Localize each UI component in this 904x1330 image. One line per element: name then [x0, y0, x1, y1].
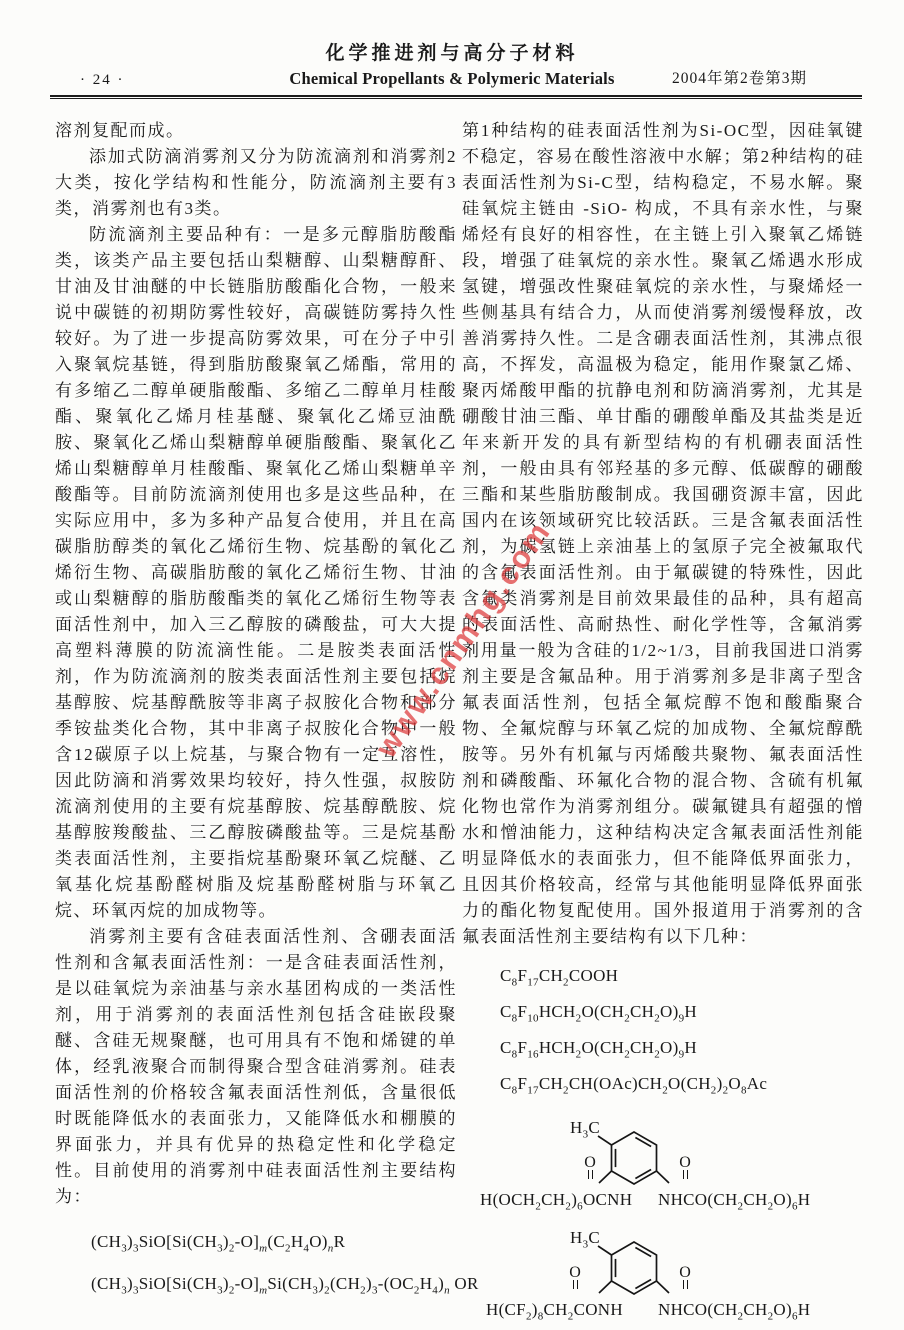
- benzene-ring-diagram: [590, 1128, 680, 1190]
- right-column: [462, 118, 864, 1330]
- chem-formula-fluoro-2: $C_8F_{10}HCH_2O(CH_2CH_2O)_9H$: [500, 1002, 697, 1025]
- journal-title-en: Chemical Propellants & Polymeric Materials: [289, 69, 615, 88]
- double-bond-mark: [588, 1170, 593, 1179]
- paragraph: 防流滴剂主要品种有：一是多元醇脂肪酸酯类，该类产品主要包括山梨糖醇、山梨糖醇酐、甘油及甘油醚的中长链脂肪酸酯化合物，一般来说中碳链的初期防雾性较好，高碳链防雾持久性较好。为了进一步提高防雾效果，可在分子中引入聚氧烷基链，得到脂肪酸聚氧乙烯酯，常用的有多缩乙二醇单硬脂酸酯、多缩乙二醇单月桂酸酯、聚氧化乙烯月桂基醚、聚氧化乙烯豆油酰胺、聚氧化乙烯山梨糖醇单硬脂酸酯、聚氧化乙烯山梨糖醇单月桂酸酯、聚氧化乙烯山梨糖单辛酸酯等。目前防流滴剂使用也多是这些品种，在实际应用中，多为多种产品复合使用，并且在高碳脂肪醇类的氧化乙烯衍生物、烷基酚的氧化乙烯衍生物、高碳脂肪酸的氧化乙烯衍生物、甘油或山梨糖醇的脂肪酸酯类的氧化乙烯衍生物等表面活性剂中，加入三乙醇胺的磷酸盐，可大大提高塑料薄膜的防流滴性能。二是胺类表面活性剂，作为防流滴剂的胺类表面活性剂主要包括烷基醇胺、烷基醇酰胺等非离子叔胺化合物和部分季铵盐类化合物，其中非离子叔胺化合物中一般含12碳原子以上烷基，与聚合物有一定互溶性，因此防滴和消雾效果均较好，持久性强，叔胺防流滴剂使用的主要有烷基醇胺、烷基醇酰胺、烷基醇胺羧酸盐、三乙醇胺磷酸盐等。三是烷基酚类表面活性剂，主要指烷基酚聚环氧乙烷醚、乙氧基化烷基酚醛树脂及烷基酚醛树脂与环氧乙烷、环氧丙烷的加成物等。: [55, 225, 457, 920]
- structure-diagram-1: [462, 1120, 864, 1220]
- carbonyl-left: [566, 1265, 584, 1289]
- page-number: · 24 ·: [80, 72, 125, 88]
- carbonyl-oxygen-label: O: [569, 1264, 581, 1281]
- double-bond-mark: [683, 1170, 688, 1179]
- chem-formula-fluoro-4: $C_8F_{17}CH_2CH(OAc)CH_2O(CH_2)_2O_8Ac$: [500, 1074, 768, 1097]
- left-chain-label: $H(CF_2)_8CH_2CONH$: [486, 1300, 623, 1323]
- issue-label: 2004年第2卷第3期: [672, 70, 808, 87]
- benzene-ring-diagram: [590, 1238, 680, 1300]
- chem-formula-siloxane-1: $(CH_3)_3SiO[Si(CH_3)_2-O]_m(C_2H_4O)_nR$: [91, 1232, 346, 1255]
- right-chain-label: $NHCO(CH_2CH_2O)_6H$: [658, 1190, 811, 1213]
- right-chain-label: $NHCO(CH_2CH_2O)_6H$: [658, 1300, 811, 1323]
- paragraph: 消雾剂主要有含硅表面活性剂、含硼表面活性剂和含氟表面活性剂：一是含硅表面活性剂，是以硅氧烷为亲油基与亲水基团构成的一类活性剂，用于消雾剂的表面活性剂包括含硅嵌段聚醚、含硅无规聚醚，也可用具有不饱和烯键的单体，经乳液聚合而制得聚合型含硅消雾剂。硅表面活性剂的价格较含氟表面活性剂低，含量很低时既能降低水的表面张力，又能降低水和棚膜的界面张力，并具有优异的热稳定性和化学稳定性。目前使用的消雾剂中硅表面活性剂主要结构为：: [55, 927, 457, 1206]
- carbonyl-right: [676, 1265, 694, 1289]
- journal-title-zh: 化学推进剂与高分子材料: [325, 43, 579, 64]
- chem-formula-fluoro-3: $C_8F_{16}HCH_2O(CH_2CH_2O)_9H$: [500, 1038, 697, 1061]
- carbonyl-oxygen-label: O: [679, 1154, 691, 1171]
- paragraph: 溶剂复配而成。: [55, 121, 185, 140]
- paragraph: 第1种结构的硅表面活性剂为Si-OC型，因硅氧键不稳定，容易在酸性溶液中水解；第2种结构的硅表面活性剂为Si-C型，结构稳定，不易水解。聚硅氧烷主链由 -SiO- 构成，不具有亲水性，与聚烯烃有良好的相容性，在主链上引入聚氧乙烯链段，增强了硅氧烷的亲水性。聚氧乙烯遇水形成氢键，增强改性聚硅氧烷的亲水性，与聚烯烃一些侧基具有结合力，从而使消雾剂缓慢释放，改善消雾持久性。二是含硼表面活性剂，其沸点很高，不挥发，高温极为稳定，能用作聚氯乙烯、聚丙烯酸甲酯的抗静电剂和防滴消雾剂，尤其是硼酸甘油三酯、单甘酯的硼酸单酯及其盐类是近年来新开发的具有新型结构的有机硼表面活性剂，一般由具有邻羟基的多元醇、低碳醇的硼酸三酯和某些脂肪酸制成。我国硼资源丰富，因此国内在该领域研究比较活跃。三是含氟表面活性剂，为碳氢链上亲油基上的氢原子完全被氟取代的含氟表面活性剂。由于氟碳键的特殊性，因此含氟类消雾剂是目前效果最佳的品种，具有超高的表面活性、高耐热性、耐化学性等，含氟消雾剂用量一般为含硅的1/2~1/3，目前我国进口消雾剂主要是含氟品种。用于消雾剂多是非离子型含氟表面活性剂，包括全氟烷醇不饱和酸酯聚合物、全氟烷醇与环氧乙烷的加成物、全氟烷醇酰胺等。另外有机氟与丙烯酸共聚物、氟表面活性剂和磷酸酯、环氟化合物的混合物、含硫有机氟化物也常作为消雾剂组分。碳氟键具有超强的憎水和憎油能力，这种结构决定含氟表面活性剂能明显降低水的表面张力，但不能降低界面张力，且因其价格较高，经常与其他能明显降低界面张力的酯化物复配使用。国外报道用于消雾剂的含氟表面活性剂主要结构有以下几种：: [462, 121, 864, 946]
- watermark: www.cnmhg.com: [368, 514, 558, 764]
- carbonyl-right: [676, 1155, 694, 1179]
- methyl-label: $H_3C$: [570, 1228, 601, 1251]
- double-bond-mark: [683, 1280, 688, 1289]
- header-divider: [50, 95, 862, 99]
- carbonyl-oxygen-label: O: [679, 1264, 691, 1281]
- methyl-label: $H_3C$: [570, 1118, 601, 1141]
- double-bond-mark: [573, 1280, 578, 1289]
- structure-diagram-2: [462, 1230, 864, 1330]
- carbonyl-left: [581, 1155, 599, 1179]
- chem-formula-fluoro-1: $C_8F_{17}CH_2COOH$: [500, 966, 619, 989]
- chem-formula-siloxane-2: $(CH_3)_3SiO[Si(CH_3)_2-O]_mSi(CH_3)_2(CH_2)_3-(OC_2H_4)_n$ OR: [91, 1274, 479, 1297]
- left-chain-label: $H(OCH_2CH_2)_6OCNH$: [480, 1190, 633, 1213]
- paragraph: 添加式防滴消雾剂又分为防流滴剂和消雾剂2大类，按化学结构和性能分，防流滴剂主要有3类，消雾剂也有3类。: [55, 147, 457, 218]
- carbonyl-oxygen-label: O: [584, 1154, 596, 1171]
